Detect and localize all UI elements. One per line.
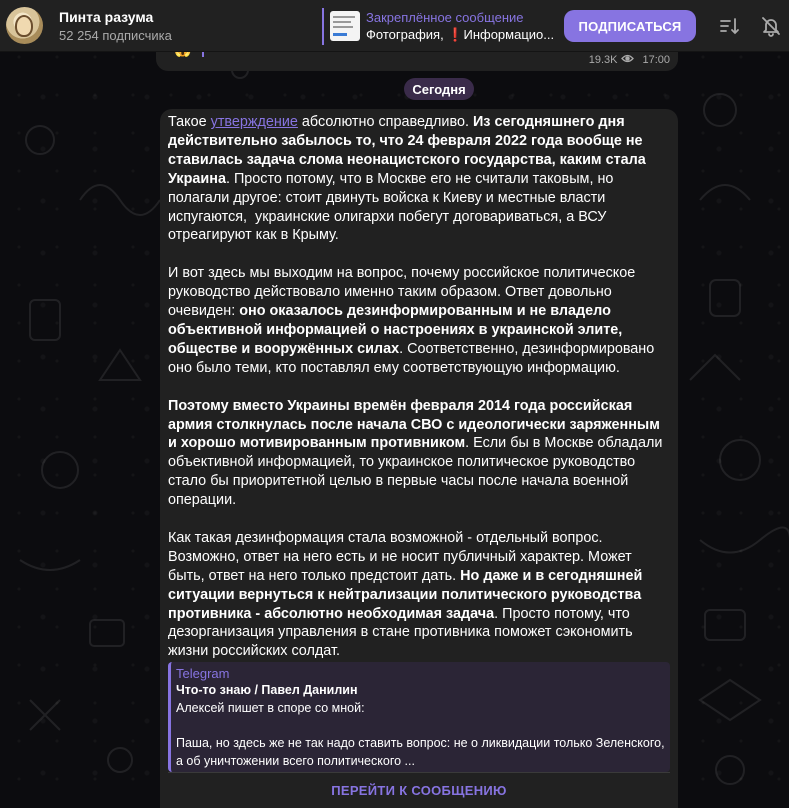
go-to-message-button[interactable]: ПЕРЕЙТИ К СООБЩЕНИЮ — [168, 772, 670, 808]
view-count: 19.3K — [588, 54, 618, 66]
pinned-preview — [366, 27, 554, 43]
date-separator: Сегодня — [404, 78, 474, 100]
sort-icon[interactable] — [717, 14, 741, 38]
pinned-message[interactable] — [322, 8, 555, 45]
pinned-thumbnail — [330, 11, 360, 41]
mute-icon[interactable] — [759, 14, 783, 38]
subscribe-button[interactable]: ПОДПИСАТЬСЯ — [564, 10, 696, 42]
forwarded-preview[interactable] — [168, 662, 670, 772]
exclamation-icon: ❗ — [447, 27, 464, 42]
message-time: 17:00 — [642, 54, 670, 66]
avatar-portrait — [15, 15, 33, 37]
preview-title: Что-то знаю / Павел Данилин — [176, 683, 358, 697]
subscriber-count: 52 254 подписчика — [59, 28, 172, 43]
pinned-preview-suffix: Информацио... — [463, 27, 555, 42]
channel-avatar[interactable] — [6, 7, 43, 44]
message-link[interactable]: утверждение — [210, 114, 298, 130]
preview-body: Алексей пишет в споре со мной: Паша, но здесь же не так надо ставить вопрос: не о ликвидации только Зеленского, а об уничтожении всего политического ... — [176, 701, 665, 768]
pinned-label: Закреплённое сообщение — [366, 10, 524, 25]
message-text: Такое утверждение абсолютно справедливо. Из сегодняшнего дня действительно забылось то, что 24 февраля 2022 года вообще не ставилась задача слома неонацистского государства, каким стала Украина. Просто потому, что в Москве его не считали таковым, но полагали другое: стоит двинуть войска к Киеву и местные власти испугаются, украинские олигархи побегут договариваться, а ВСУ отреагируют как в Крыму. И вот здесь мы выходим на вопрос, почему российское политическое руководство действовало именно таким образом. Ответ довольно очевиден: оно оказалось дезинформированным и не владело объективной информацией о настроениях в украинской элите, обществе и вооружённых силах. Соответственно, дезинформировано оно было теми, кто поставлял ему соответствующую информацию. Поэтому вместо Украины времён февраля 2014 года российская армия столкнулась после начала СВО с идеологически заряженным и хорошо мотивированным противником. Если бы в Москве обладали объективной информацией, то украинское политическое руководство стало бы приоритетной целью в первые часы после начала военной операции. Как такая дезинформация стала возможной - отдельный вопрос. Возможно, ответ на него есть и не носит публичный характер. Может быть, ответ на него только предстоит дать. Но даже и в сегодняшней ситуации вернуться к нейтрализации политического руководства противника - абсолютно необходимая задача. Просто потому, что дезорганизация управления в стане противника поможет сэкономить жизни российских солдат. — [168, 114, 667, 660]
pinned-preview-prefix: Фотография, — [366, 27, 448, 42]
eye-icon — [621, 54, 634, 66]
message-bubble — [160, 109, 678, 808]
channel-header — [0, 0, 789, 52]
channel-title[interactable]: Пинта разума — [59, 9, 154, 25]
preview-source: Telegram — [176, 666, 230, 681]
message-meta — [589, 54, 670, 66]
